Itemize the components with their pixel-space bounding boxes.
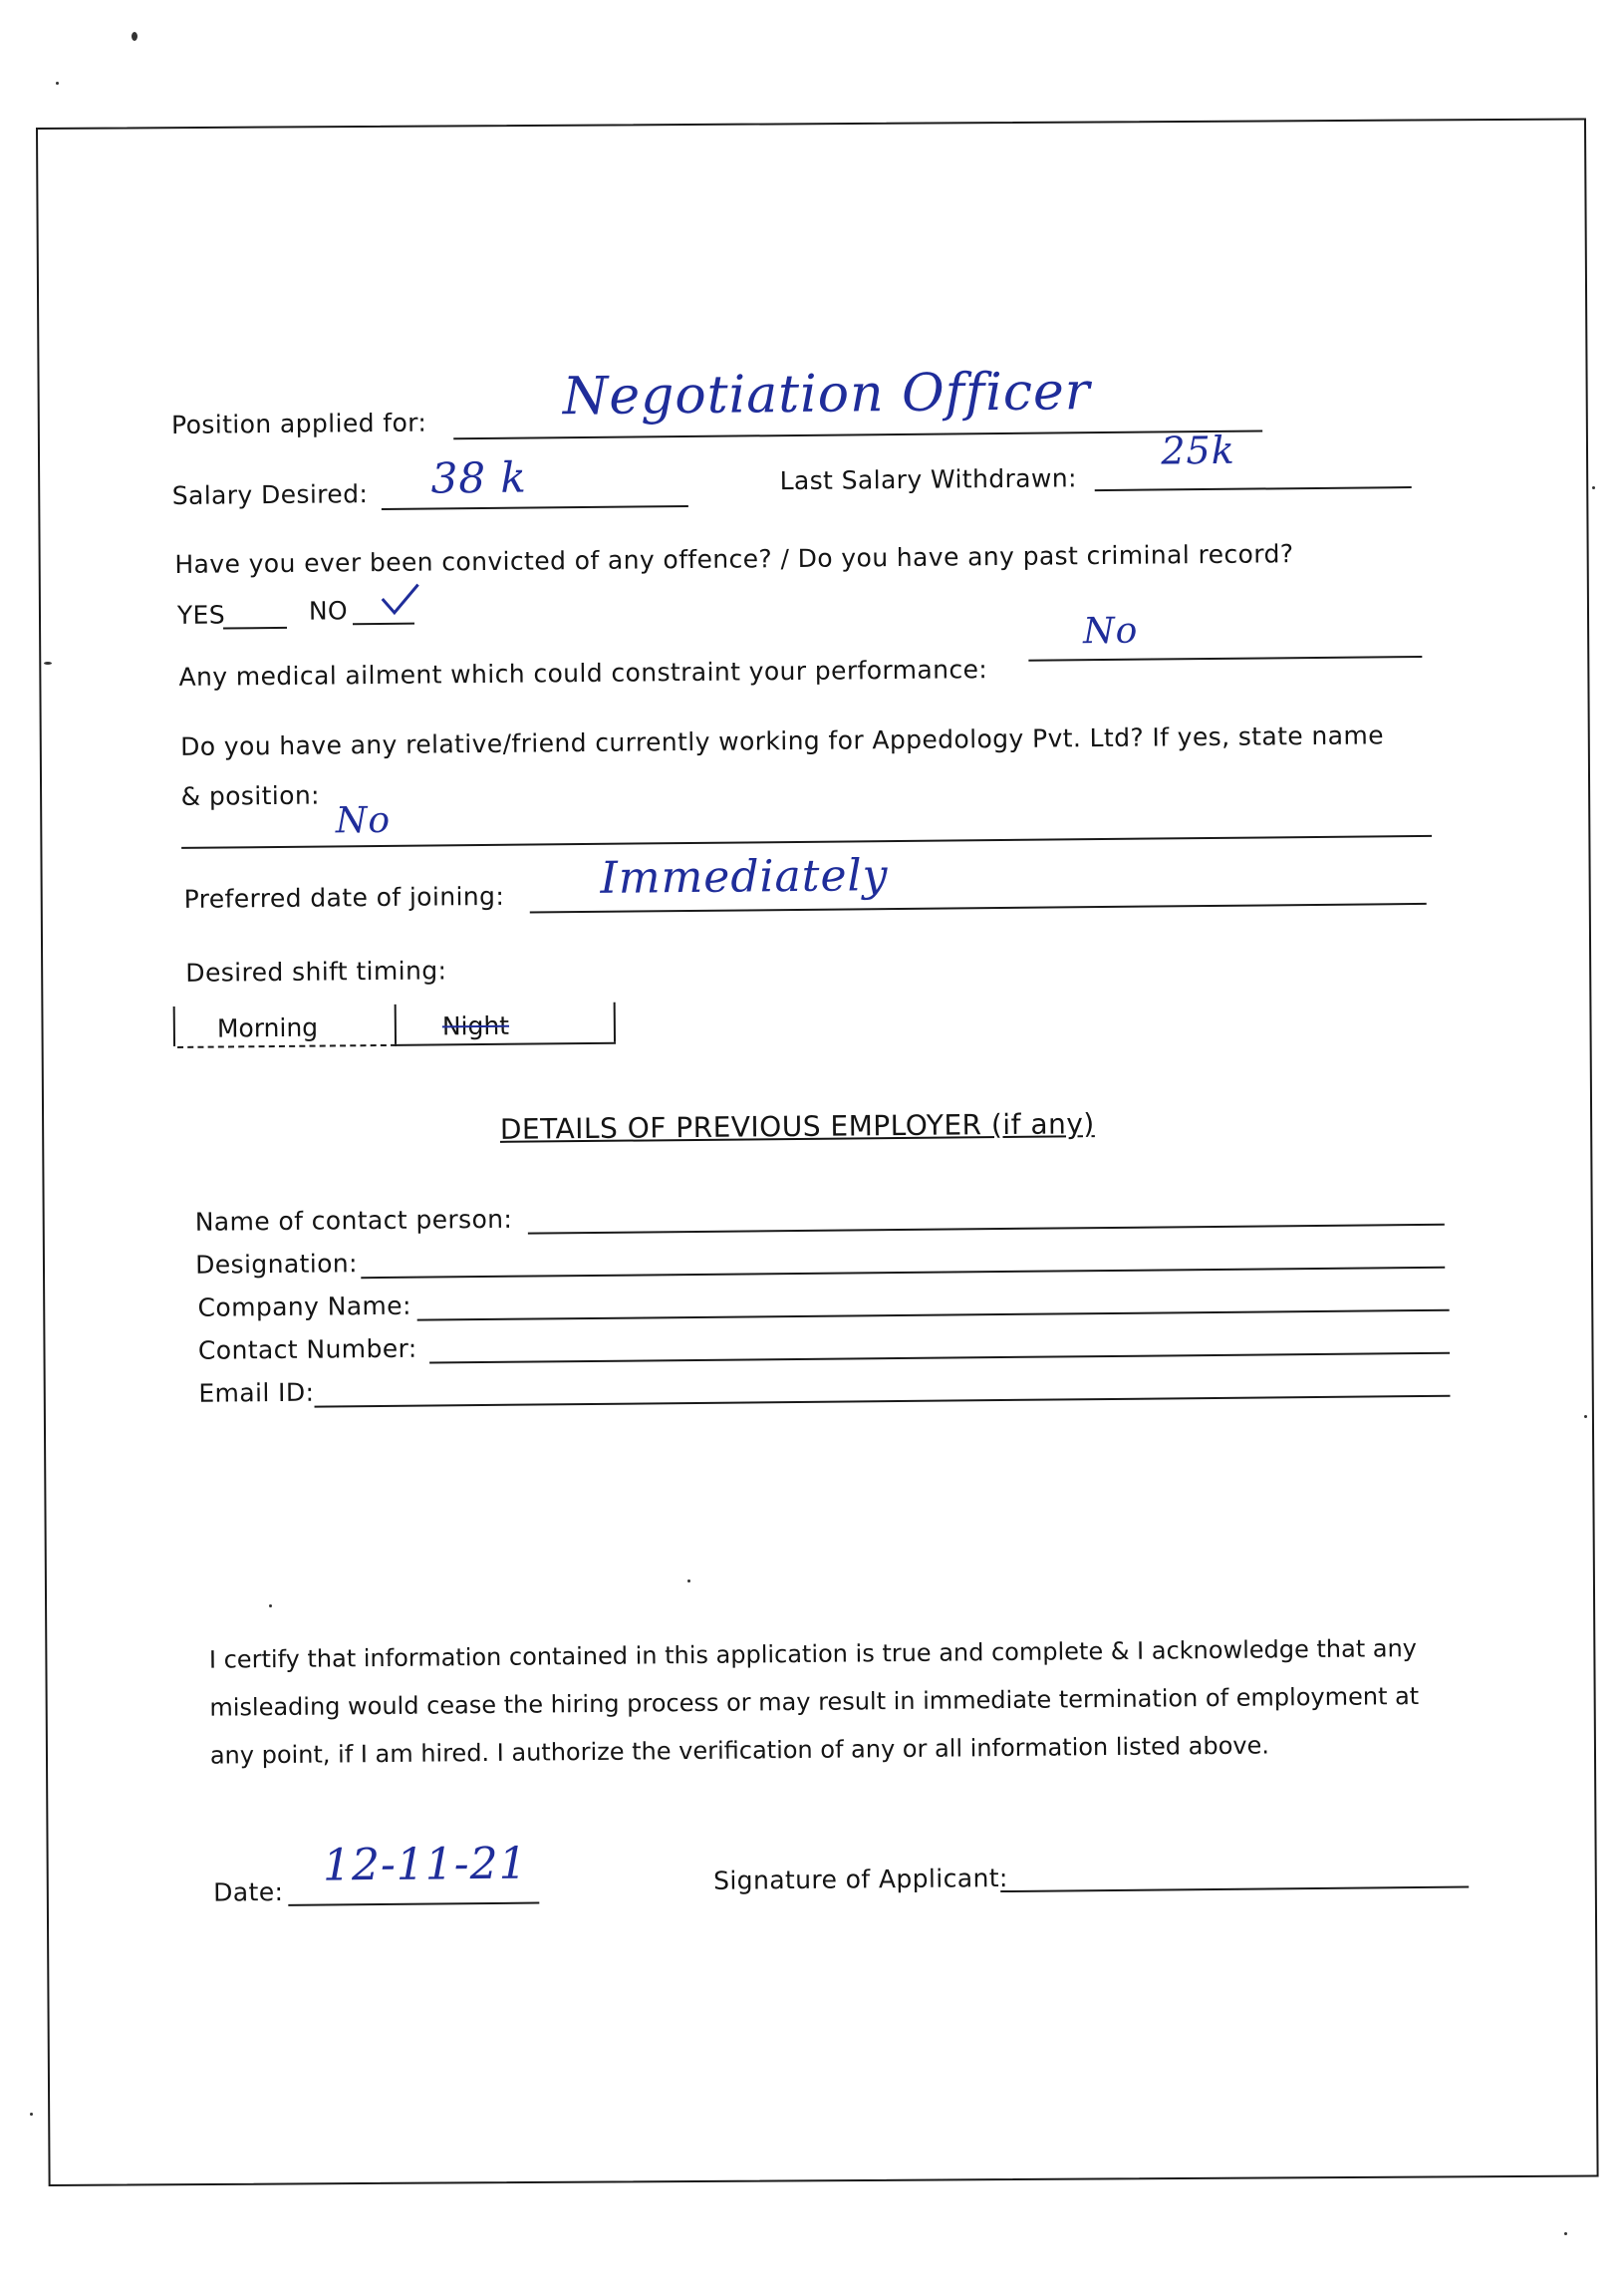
medical-line	[1028, 656, 1422, 662]
shift-label: Desired shift timing:	[185, 956, 447, 988]
relative-question-line2: & position:	[180, 780, 321, 811]
shift-option-morning	[173, 1004, 395, 1046]
signature-label: Signature of Applicant:	[712, 1863, 1008, 1895]
contact-number-line	[429, 1352, 1450, 1364]
medical-label: Any medical ailment which could constraint your performance:	[178, 655, 988, 692]
position-value: Negotiation Officer	[562, 362, 1091, 428]
salary-desired-line	[382, 505, 688, 510]
company-name-line	[417, 1309, 1450, 1321]
salary-desired-value: 38 k	[430, 452, 528, 503]
salary-desired-label: Salary Desired:	[171, 479, 369, 510]
last-salary-value: 25k	[1161, 428, 1235, 473]
yes-label: YES	[176, 600, 226, 630]
date-line	[288, 1902, 539, 1906]
date-value: 12-11-21	[322, 1838, 528, 1891]
email-id-line	[315, 1395, 1451, 1408]
check-mark-icon	[381, 581, 420, 621]
date-label: Date:	[213, 1876, 284, 1907]
medical-value: No	[1082, 610, 1139, 653]
contact-number-label: Contact Number:	[197, 1333, 417, 1365]
joining-value: Immediately	[600, 850, 889, 904]
contact-person-line	[528, 1224, 1445, 1235]
relative-value: No	[335, 799, 392, 842]
no-label: NO	[308, 596, 349, 626]
designation-label: Designation:	[195, 1249, 359, 1280]
email-id-label: Email ID:	[198, 1377, 315, 1408]
last-salary-line	[1095, 486, 1412, 491]
yes-line	[223, 627, 287, 630]
previous-employer-heading: DETAILS OF PREVIOUS EMPLOYER (if any)	[499, 1107, 1095, 1146]
relative-question-line1: Do you have any relative/friend currently working for Appedology Pvt. Ltd? If yes, state name	[180, 720, 1385, 761]
shift-morning-label: Morning	[216, 1012, 319, 1043]
shift-option-night	[395, 1003, 616, 1044]
no-line	[353, 623, 414, 626]
company-name-label: Company Name:	[197, 1291, 411, 1322]
convicted-question: Have you ever been convicted of any offence? / Do you have any past criminal record?	[174, 539, 1294, 579]
shift-night-label: Night	[441, 1010, 510, 1041]
certification-text: I certify that information contained in this application is true and complete & I acknowledge that any misleading would cease the hiring process or may result in immediate termination of employment at any point, if I am hired. I authorize the verification of any or all information listed above.	[208, 1634, 1420, 1770]
position-line	[453, 430, 1262, 439]
joining-label: Preferred date of joining:	[183, 881, 505, 914]
position-label: Position applied for:	[170, 408, 427, 439]
joining-line	[530, 903, 1427, 914]
last-salary-label: Last Salary Withdrawn:	[779, 463, 1078, 496]
contact-person-label: Name of contact person:	[194, 1204, 513, 1237]
designation-line	[361, 1267, 1445, 1279]
signature-line	[1000, 1886, 1469, 1893]
